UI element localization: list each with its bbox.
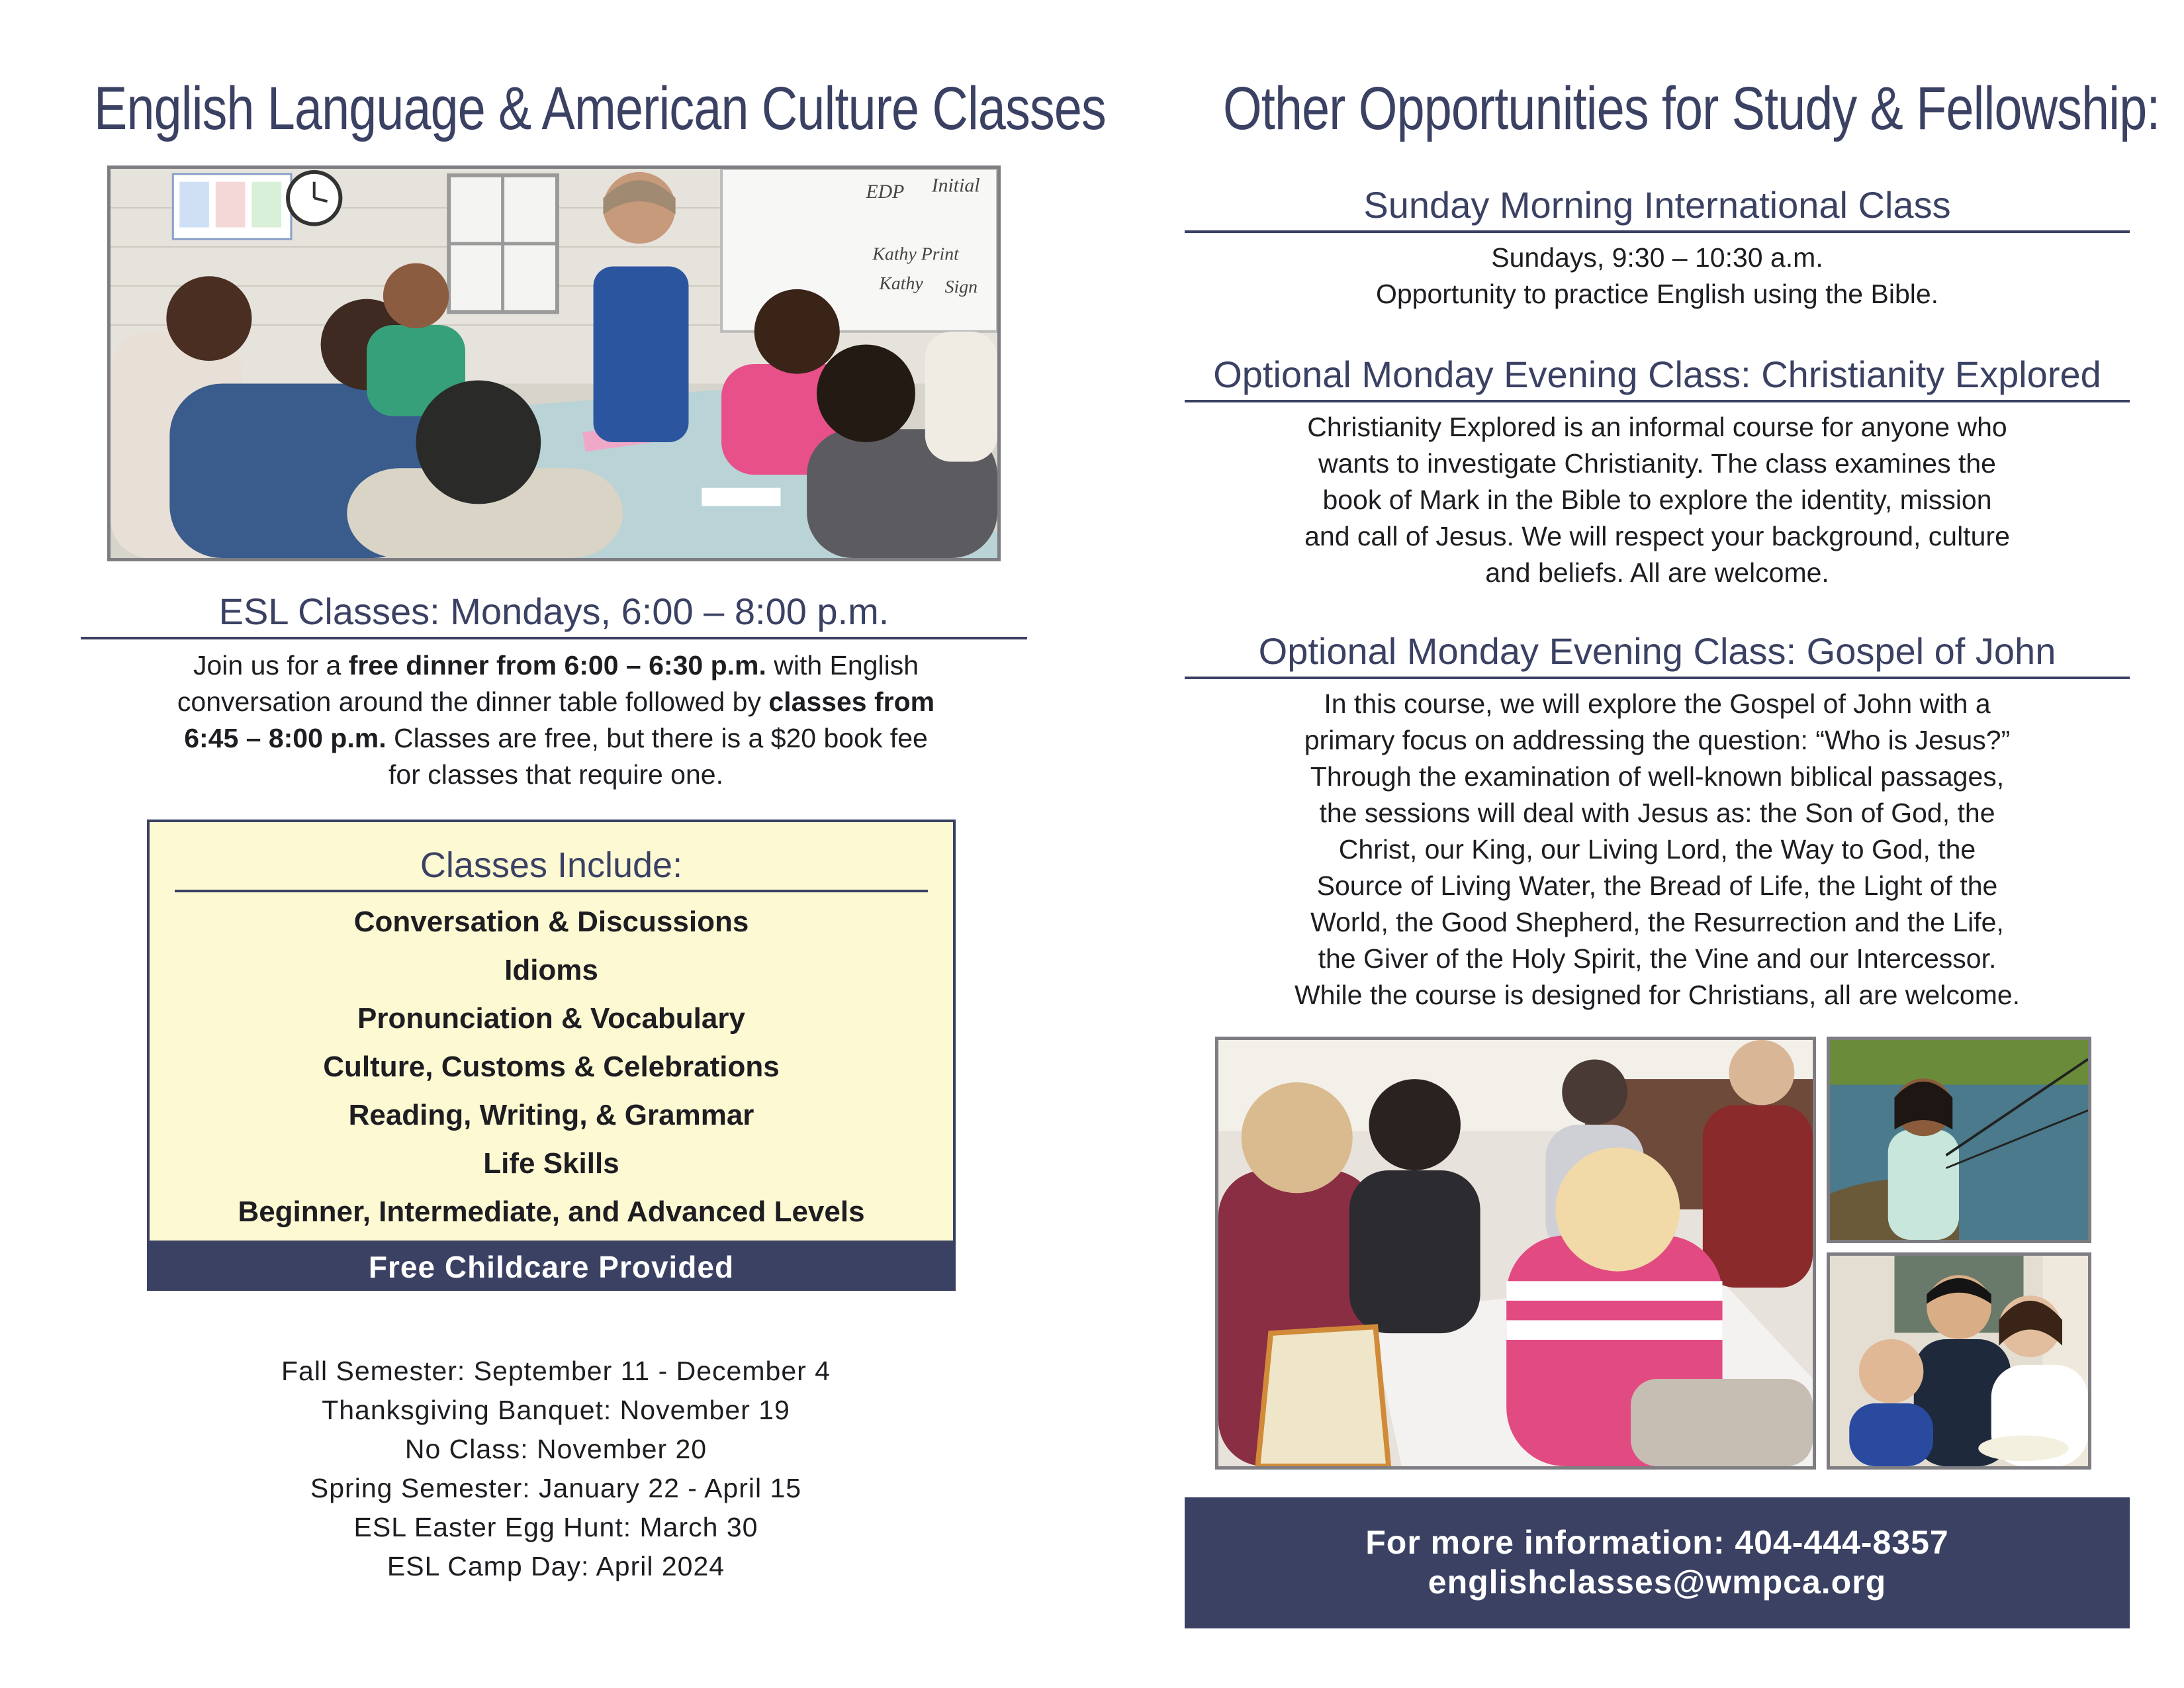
class-item: Idioms	[504, 954, 598, 986]
esl-intro-text-1: Join us for a	[193, 650, 349, 680]
esl-intro-text-2: with English conversation around the dinner table followed by	[177, 650, 919, 717]
date-line: ESL Camp Day: April 2024	[387, 1551, 725, 1581]
childcare-banner: Free Childcare Provided	[147, 1243, 956, 1291]
text-line: and beliefs. All are welcome.	[1485, 557, 1829, 588]
contact-banner	[1185, 1497, 2130, 1628]
text-line: primary focus on addressing the question: “Who is Jesus?”	[1304, 725, 2011, 755]
christianity-explored-heading: Optional Monday Evening Class: Christianity Explored	[1185, 353, 2130, 402]
esl-classes-heading: ESL Classes: Mondays, 6:00 – 8:00 p.m.	[81, 590, 1027, 639]
class-item: Beginner, Intermediate, and Advanced Levels	[238, 1196, 865, 1228]
whiteboard-text-kathy-print: Kathy Print	[872, 243, 959, 264]
text-line: Sundays, 9:30 – 10:30 a.m.	[1491, 242, 1823, 273]
class-item: Conversation & Discussions	[353, 906, 749, 938]
contact-email[interactable]: englishclasses@wmpca.org	[1428, 1564, 1887, 1601]
esl-intro-class-time: classes from 6:45 – 8:00 p.m.	[184, 686, 935, 753]
semester-dates	[165, 1352, 946, 1586]
date-line: Spring Semester: January 22 - April 15	[310, 1473, 802, 1503]
esl-intro-dinner-time: free dinner from 6:00 – 6:30 p.m.	[348, 650, 766, 680]
text-line: World, the Good Shepherd, the Resurrection and the Life,	[1310, 907, 2004, 937]
gospel-of-john-heading: Optional Monday Evening Class: Gospel of John	[1185, 630, 2130, 679]
text-line: In this course, we will explore the Gospel of John with a	[1324, 688, 1991, 719]
text-line: and call of Jesus. We will respect your background, culture	[1304, 521, 2010, 551]
date-line: No Class: November 20	[404, 1434, 707, 1464]
classroom-photo	[107, 165, 1001, 561]
text-line: Opportunity to practice English using the Bible.	[1375, 279, 1939, 309]
left-page-title: English Language & American Culture Classes	[94, 75, 1106, 142]
whiteboard-text-kathy: Kathy	[879, 273, 923, 293]
right-page-title: Other Opportunities for Study & Fellowship:	[1223, 75, 2160, 142]
classes-include-box	[147, 820, 956, 1243]
study-group-photo	[1215, 1037, 1816, 1470]
family-photo	[1827, 1252, 2091, 1470]
class-item: Reading, Writing, & Grammar	[348, 1099, 754, 1131]
text-line: While the course is designed for Christians, all are welcome.	[1294, 980, 2021, 1010]
class-item: Life Skills	[483, 1147, 619, 1180]
classes-include-divider	[175, 890, 928, 892]
date-line: Fall Semester: September 11 - December 4	[281, 1356, 831, 1386]
text-line: the Giver of the Holy Spirit, the Vine and our Intercessor.	[1318, 943, 1997, 974]
whiteboard-text-sign: Sign	[944, 275, 978, 297]
whiteboard-text-initial: Initial	[931, 175, 980, 197]
text-line: wants to investigate Christianity. The class examines the	[1318, 448, 1996, 479]
esl-intro-paragraph	[165, 647, 946, 793]
date-line: ESL Easter Egg Hunt: March 30	[353, 1512, 758, 1542]
text-line: Through the examination of well-known biblical passages,	[1310, 761, 2005, 792]
whiteboard-text-edp: EDP	[866, 181, 905, 203]
gospel-of-john-text	[1224, 686, 2090, 1013]
esl-intro-text-3: Classes are free, but there is a $20 book fee for classes that require one.	[386, 723, 928, 790]
sunday-class-text	[1224, 240, 2090, 312]
christianity-explored-text	[1224, 409, 2090, 591]
class-item: Culture, Customs & Celebrations	[323, 1051, 780, 1083]
text-line: Christianity Explored is an informal course for anyone who	[1307, 412, 2007, 442]
contact-phone: For more information: 404-444-8357	[1365, 1524, 1949, 1561]
sunday-class-heading: Sunday Morning International Class	[1185, 184, 2130, 233]
text-line: the sessions will deal with Jesus as: the Son of God, the	[1319, 798, 1995, 828]
girl-fishing-photo	[1827, 1037, 2091, 1243]
text-line: Christ, our King, our Living Lord, the Way to God, the	[1338, 834, 1976, 865]
text-line: book of Mark in the Bible to explore the identity, mission	[1322, 485, 1992, 515]
date-line: Thanksgiving Banquet: November 19	[322, 1395, 790, 1425]
classes-include-title: Classes Include:	[420, 845, 683, 885]
text-line: Source of Living Water, the Bread of Life, the Light of the	[1316, 870, 1998, 901]
class-item: Pronunciation & Vocabulary	[357, 1002, 745, 1035]
